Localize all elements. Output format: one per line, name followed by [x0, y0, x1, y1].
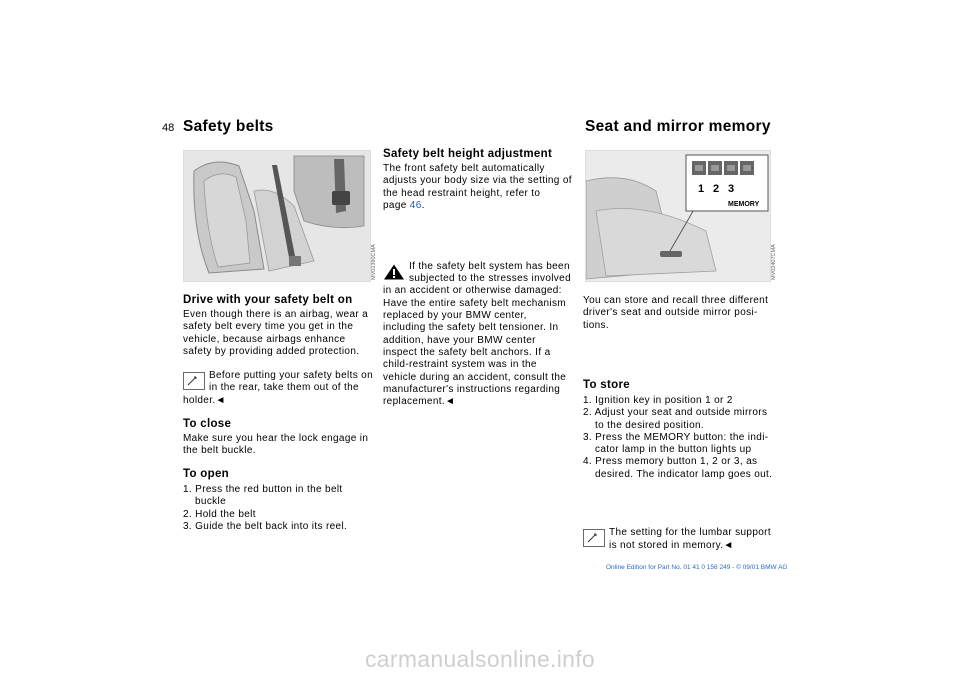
right-figure-code: MV02407CMA — [771, 244, 777, 280]
text-line: vehicle during an accident, consult the — [383, 371, 567, 383]
list-item: desired. The indicator lamp goes out. — [595, 468, 773, 480]
text-line: Make sure you hear the lock engage in — [183, 433, 369, 444]
text-line: subjected to the stresses involved — [409, 273, 571, 285]
list-item: cator lamp in the button lights up — [595, 444, 752, 456]
list-item: 1. Ignition key in position 1 or 2 — [583, 395, 733, 406]
text-line: You can store and recall three different — [583, 295, 769, 306]
text-line: replaced by your BMW center, — [383, 310, 527, 322]
height-adjustment-warning — [383, 261, 578, 409]
to-close-text — [183, 433, 378, 458]
memory-button-3-label: 3 — [728, 183, 735, 195]
text-line: holder.◄ — [183, 394, 226, 406]
to-store-heading: To store — [583, 379, 630, 391]
page-reference-line — [383, 200, 578, 212]
text-line: replacement.◄ — [383, 396, 456, 408]
list-item: 2. Hold the belt — [183, 508, 256, 520]
text-line: driver's seat and outside mirror posi- — [583, 307, 758, 319]
lumbar-note — [583, 527, 778, 552]
note-icon — [583, 529, 605, 547]
right-page-title: Seat and mirror memory — [585, 118, 771, 135]
text-line: safety by providing added protection. — [183, 345, 360, 357]
drive-belt-text — [183, 309, 378, 358]
left-figure-code: MV02390CMA — [371, 244, 377, 280]
memory-button-2-label: 2 — [713, 183, 720, 195]
site-watermark[interactable]: carmanualsonline.info — [364, 646, 596, 672]
text-line: tions. — [583, 319, 610, 331]
text-line: manufacturer's instructions regarding — [383, 383, 561, 395]
text-line: safety belt every time you get in the — [183, 321, 354, 333]
to-store-list — [583, 395, 783, 481]
warning-icon — [383, 263, 405, 281]
list-item: 3. Guide the belt back into its reel. — [183, 520, 348, 532]
page-ref-link[interactable]: 46 — [409, 199, 422, 211]
text-line: The setting for the lumbar support — [609, 527, 771, 539]
text-line: is not stored in memory.◄ — [609, 539, 734, 551]
list-item: 1. Press the red button in the belt — [183, 484, 343, 495]
height-adjustment-text — [383, 163, 578, 212]
safety-belt-figure — [183, 150, 371, 282]
memory-intro-text — [583, 295, 778, 332]
text-line: Have the entire safety belt mechanism — [383, 297, 567, 309]
to-open-heading: To open — [183, 468, 229, 480]
drive-belt-note — [183, 370, 378, 407]
text-line: the belt buckle. — [183, 445, 256, 457]
text-line: the head restraint height, refer to — [383, 187, 541, 199]
text-line: addition, have your BMW center — [383, 334, 536, 346]
seat-belt-illustration — [184, 151, 370, 281]
left-page-title: Safety belts — [183, 118, 274, 135]
memory-button-label: MEMORY — [728, 201, 760, 208]
online-edition-footer: Online Edition for Part No. 01 41 0 156 249 - © 09/01 BMW AG — [606, 564, 788, 571]
page-ref-suffix: . — [421, 199, 425, 211]
text-line: The front safety belt automatically — [383, 163, 545, 174]
list-item: 2. Adjust your seat and outside mirrors — [583, 407, 768, 419]
list-item: to the desired position. — [595, 419, 705, 431]
text-line: inspect the safety belt anchors. If a — [383, 346, 551, 358]
list-item: 4. Press memory button 1, 2 or 3, as — [583, 456, 758, 468]
text-line: in an accident or otherwise damaged: — [383, 285, 562, 297]
list-item: buckle — [195, 496, 227, 508]
text-line: including the safety belt tensioner. In — [383, 322, 559, 334]
text-line: Even though there is an airbag, wear a — [183, 309, 369, 320]
text-line: vehicle, because airbags enhance — [183, 333, 346, 345]
page-number: 48 — [162, 122, 175, 134]
text-line: Before putting your safety belts on — [209, 370, 374, 381]
height-adjustment-heading: Safety belt height adjustment — [383, 148, 553, 160]
text-line: If the safety belt system has been — [409, 260, 570, 272]
drive-belt-heading: Drive with your safety belt on — [183, 294, 353, 306]
text-line: child-restraint system was in the — [383, 359, 537, 371]
text-line: in the rear, take them out of the — [209, 382, 359, 394]
page-ref-prefix: page — [383, 199, 410, 211]
seat-memory-illustration — [586, 151, 770, 281]
to-close-heading: To close — [183, 418, 232, 430]
list-item: 3. Press the MEMORY button: the indi- — [583, 431, 769, 443]
note-icon — [183, 372, 205, 390]
seat-memory-figure — [585, 150, 771, 282]
to-open-list — [183, 484, 378, 533]
memory-button-1-label: 1 — [698, 183, 705, 195]
text-line: adjusts your body size via the setting of — [383, 175, 572, 187]
